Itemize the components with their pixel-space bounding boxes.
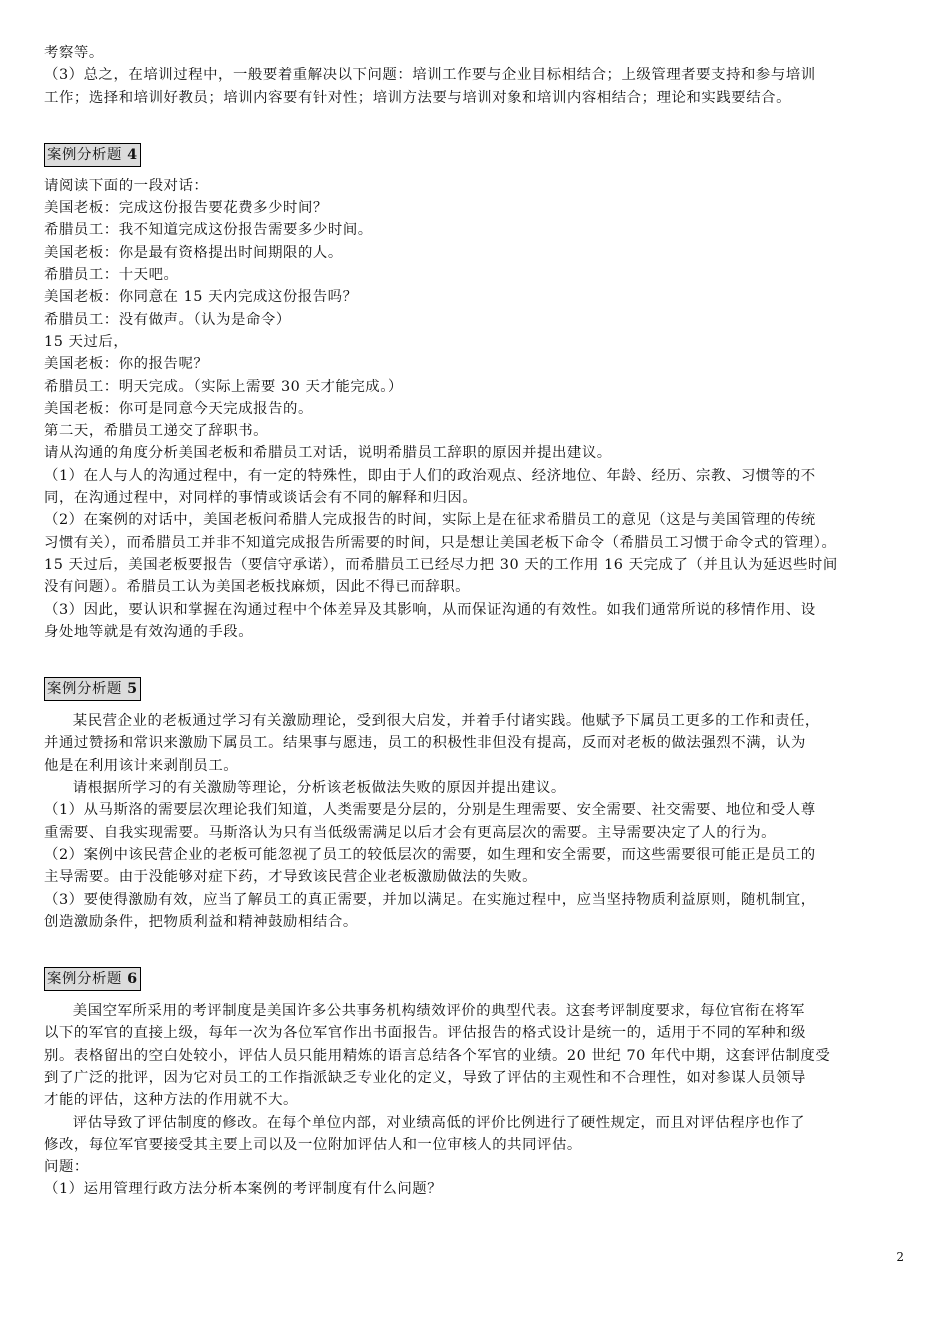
text-line: 才能的评估，这种方法的作用就不大。 xyxy=(44,1092,298,1109)
answer-line: （3）因此，要认识和掌握在沟通过程中个体差异及其影响，从而保证沟通的有效性。如我们通常所说的移情作用、设 xyxy=(44,601,816,618)
page-number: 2 xyxy=(896,1250,904,1264)
case-4-section xyxy=(44,143,910,643)
dialogue-line: 美国老板：你是最有资格提出时间期限的人。 xyxy=(44,244,343,261)
text-line: 评估导致了评估制度的修改。在每个单位内部，对业绩高低的评价比例进行了硬性规定，而且对评估程序也作了 xyxy=(72,1114,805,1131)
document-page xyxy=(44,42,910,1201)
answer-line: （2）在案例的对话中，美国老板问希腊人完成报告的时间，实际上是在征求希腊员工的意见（这是与美国管理的传统 xyxy=(44,512,816,529)
text-line: 他是在利用该计来剥削员工。 xyxy=(44,757,239,774)
dialogue-line: 美国老板：你可是同意今天完成报告的。 xyxy=(44,400,313,417)
answer-line: （1）在人与人的沟通过程中，有一定的特殊性，即由于人们的政治观点、经济地位、年龄、经历、宗教、习惯等的不 xyxy=(44,467,816,484)
answer-line: 15 天过后，美国老板要报告（要信守承诺），而希腊员工已经尽力把 30 天的工作用 16 天完成了（并且认为延迟些时间 xyxy=(44,556,838,573)
answer-line: 习惯有关），而希腊员工并非不知道完成报告所需要的时间，只是想让美国老板下命令（希腊员工习惯于命令式的管理）。 xyxy=(44,534,837,551)
case-6-section xyxy=(44,967,910,1201)
text-line: 以下的军官的直接上级，每年一次为各位军官作出书面报告。评估报告的格式设计是统一的，适用于不同的军种和级 xyxy=(44,1025,806,1042)
question-line: （1）运用管理行政方法分析本案例的考评制度有什么问题？ xyxy=(44,1181,443,1198)
answer-line: （3）要使得激励有效，应当了解员工的真正需要，并加以满足。在实施过程中，应当坚持物质利益原则，随机制宜， xyxy=(44,891,816,908)
heading-label: 案例分析题 xyxy=(47,681,122,698)
dialogue-line: 美国老板：完成这份报告要花费多少时间？ xyxy=(44,200,328,217)
case-5-heading xyxy=(44,677,141,701)
answer-line: 重需要、自我实现需要。马斯洛认为只有当低级需满足以后才会有更高层次的需要。主导需要决定了人的行为。 xyxy=(44,824,777,841)
text-line: 修改，每位军官要接受其主要上司以及一位附加评估人和一位审核人的共同评估。 xyxy=(44,1136,582,1153)
text-line: 到了广泛的批评，因为它对员工的工作指派缺乏专业化的定义，导致了评估的主观性和不合理性，如对参谋人员领导 xyxy=(44,1069,806,1086)
text-line: 15 天过后， xyxy=(44,333,129,350)
heading-label: 案例分析题 xyxy=(47,146,122,163)
text-line: 别。表格留出的空白处较小，评估人员只能用精炼的语言总结各个军官的业绩。20 世纪 70 年代中期，这套评估制度受 xyxy=(44,1047,831,1064)
answer-line: 主导需要。由于没能够对症下药，才导致该民营企业老板激励做法的失败。 xyxy=(44,869,538,886)
text-line: 工作；选择和培训好教员；培训内容要有针对性；培训方法要与培训对象和培训内容相结合；理论和实践要结合。 xyxy=(44,89,792,106)
dialogue-line: 希腊员工：十天吧。 xyxy=(44,267,179,284)
question-line: 请根据所学习的有关激励等理论，分析该老板做法失败的原因并提出建议。 xyxy=(72,780,566,797)
case-4-heading xyxy=(44,143,141,167)
case-5-section xyxy=(44,677,910,933)
answer-line: （1）从马斯洛的需要层次理论我们知道，人类需要是分层的，分别是生理需要、安全需要、社交需要、地位和受人尊 xyxy=(44,802,816,819)
heading-number: 6 xyxy=(127,970,138,988)
dialogue-line: 希腊员工：没有做声。（认为是命令） xyxy=(44,311,291,328)
dialogue-line: 希腊员工：我不知道完成这份报告需要多少时间。 xyxy=(44,222,373,239)
text-line: 美国空军所采用的考评制度是美国许多公共事务机构绩效评价的典型代表。这套考评制度要求，每位官衔在将军 xyxy=(72,1003,805,1020)
answer-line: 身处地等就是有效沟通的手段。 xyxy=(44,623,254,640)
text-line: （3）总之，在培训过程中，一般要着重解决以下问题：培训工作要与企业目标相结合；上级管理者要支持和参与培训 xyxy=(44,67,816,84)
answer-line: 没有问题）。希腊员工认为美国老板找麻烦，因此不得已而辞职。 xyxy=(44,579,471,596)
text-line: 某民营企业的老板通过学习有关激励理论，受到很大启发，并着手付诸实践。他赋予下属员工更多的工作和责任， xyxy=(72,713,820,730)
dialogue-line: 美国老板：你同意在 15 天内完成这份报告吗？ xyxy=(44,289,358,306)
heading-label: 案例分析题 xyxy=(47,971,122,988)
dialogue-line: 美国老板：你的报告呢？ xyxy=(44,356,209,373)
answer-line: 同，在沟通过程中，对同样的事情或谈话会有不同的解释和归因。 xyxy=(44,490,478,507)
case-6-heading xyxy=(44,967,141,991)
intro-section xyxy=(44,42,910,109)
heading-number: 5 xyxy=(127,680,138,698)
text-line: 考察等。 xyxy=(44,45,104,61)
question-line: 请从沟通的角度分析美国老板和希腊员工对话，说明希腊员工辞职的原因并提出建议。 xyxy=(44,445,612,462)
text-line: 第二天，希腊员工递交了辞职书。 xyxy=(44,423,269,440)
answer-line: 创造激励条件，把物质利益和精神鼓励相结合。 xyxy=(44,913,358,930)
text-line: 请阅读下面的一段对话： xyxy=(44,177,209,194)
answer-line: （2）案例中该民营企业的老板可能忽视了员工的较低层次的需要，如生理和安全需要，而这些需要很可能正是员工的 xyxy=(44,846,816,863)
dialogue-line: 希腊员工：明天完成。（实际上需要 30 天才能完成。） xyxy=(44,378,403,395)
text-line: 并通过赞扬和常识来激励下属员工。结果事与愿违，员工的积极性非但没有提高，反而对老板的做法强烈不满，认为 xyxy=(44,735,806,752)
question-heading: 问题： xyxy=(44,1159,89,1176)
heading-number: 4 xyxy=(127,145,138,163)
